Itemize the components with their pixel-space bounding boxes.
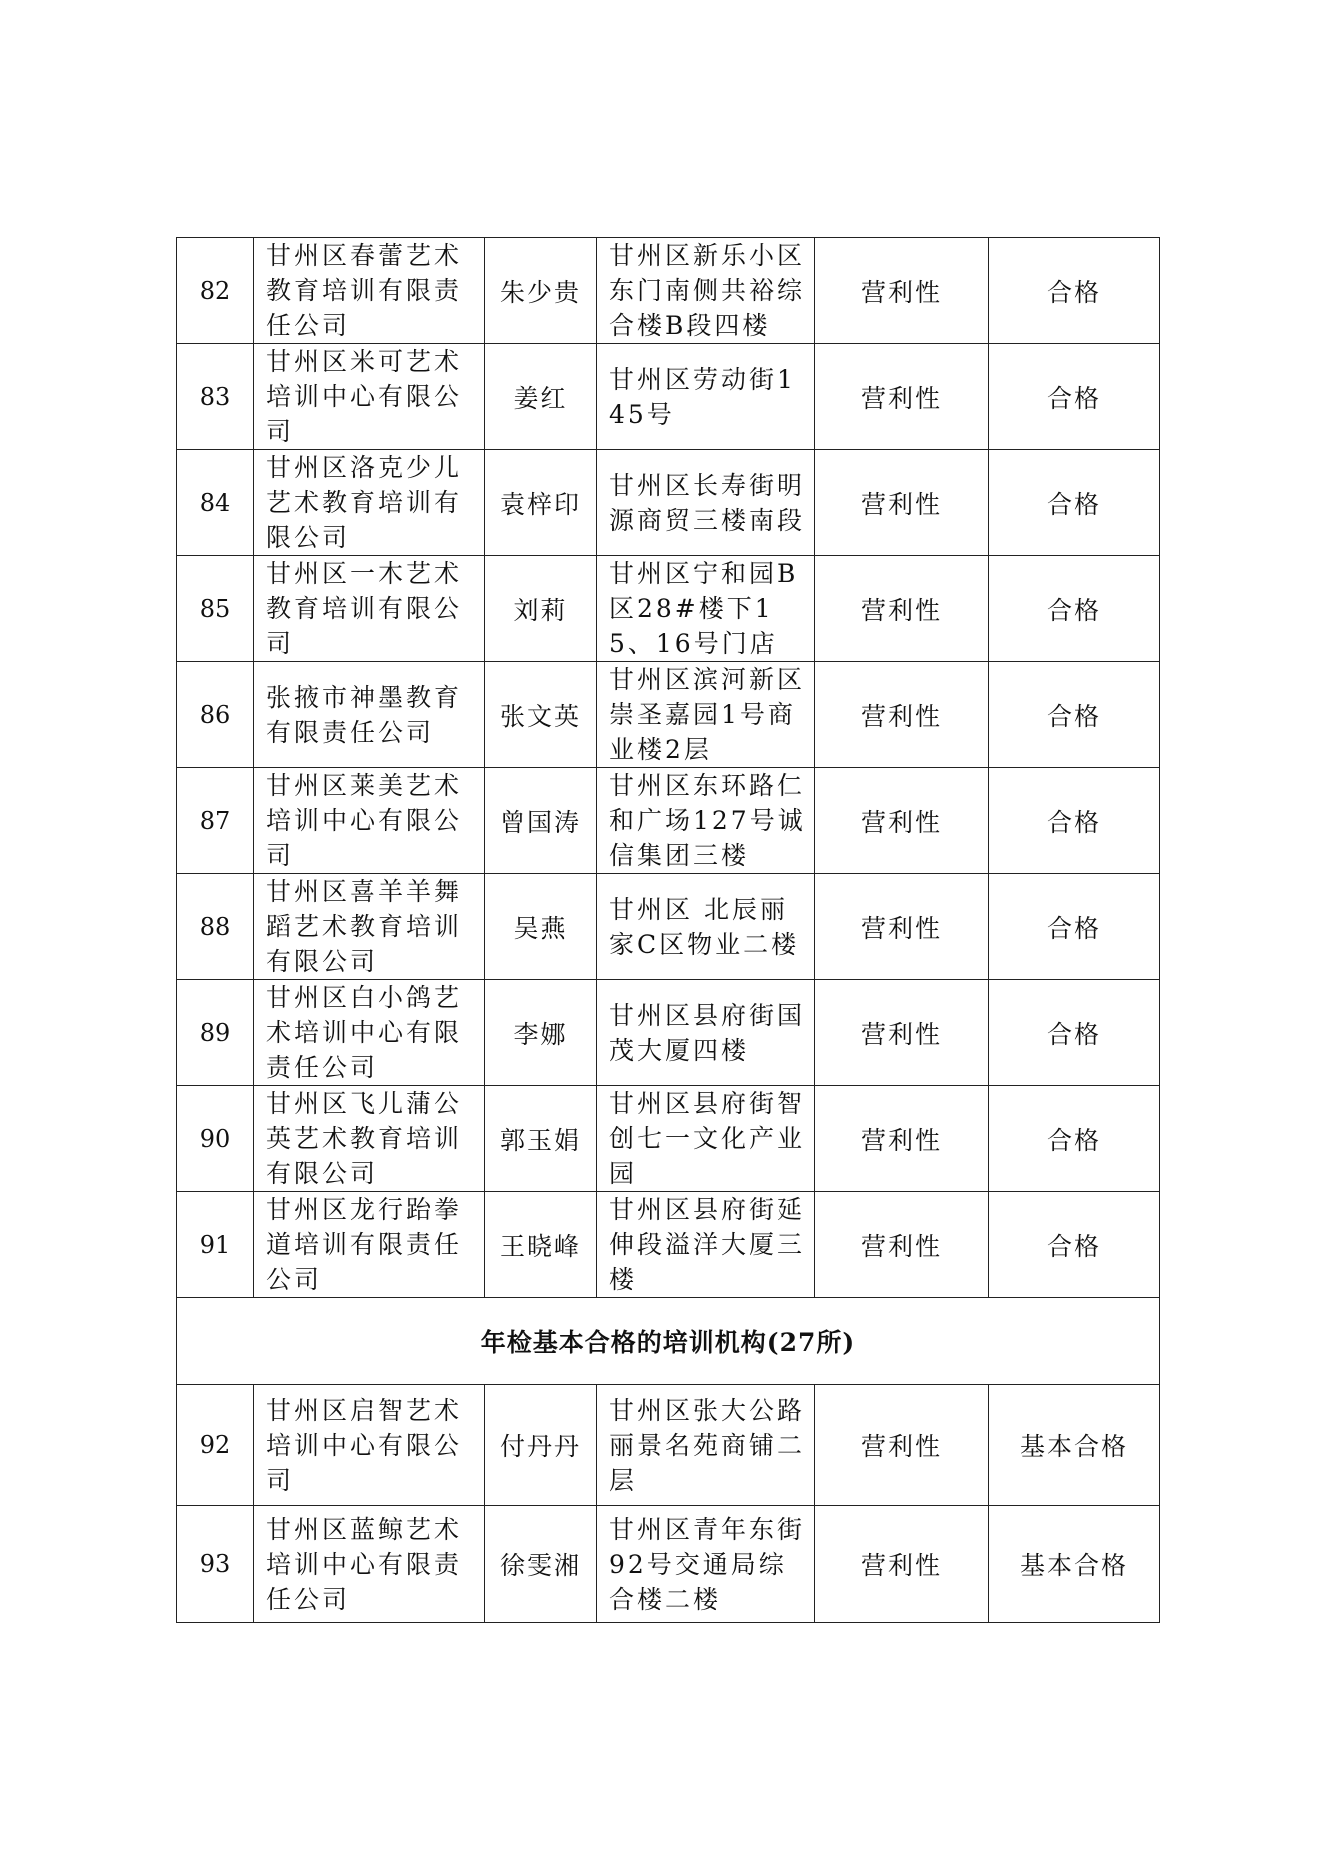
table-row [177, 1086, 1160, 1192]
inspection-result: 合格 [989, 1086, 1160, 1192]
institution-name: 张掖市神墨教育有限责任公司 [254, 662, 485, 768]
institution-name: 甘州区喜羊羊舞蹈艺术教育培训有限公司 [254, 874, 485, 980]
institution-table [176, 237, 1160, 1623]
row-number: 91 [177, 1192, 254, 1298]
institution-address: 甘州区 北辰丽家C区物业二楼 [597, 874, 815, 980]
table-row [177, 344, 1160, 450]
section-title: 年检基本合格的培训机构(27所) [177, 1298, 1160, 1385]
institution-name: 甘州区蓝鲸艺术培训中心有限责任公司 [254, 1506, 485, 1623]
institution-address: 甘州区县府街智创七一文化产业园 [597, 1086, 815, 1192]
institution-type: 营利性 [815, 874, 989, 980]
table-row [177, 662, 1160, 768]
legal-representative: 郭玉娟 [485, 1086, 597, 1192]
row-number: 88 [177, 874, 254, 980]
inspection-result: 合格 [989, 238, 1160, 344]
row-number: 90 [177, 1086, 254, 1192]
row-number: 84 [177, 450, 254, 556]
row-number: 82 [177, 238, 254, 344]
legal-representative: 朱少贵 [485, 238, 597, 344]
row-number: 87 [177, 768, 254, 874]
table-row [177, 450, 1160, 556]
inspection-result: 基本合格 [989, 1385, 1160, 1506]
table-row [177, 768, 1160, 874]
institution-type: 营利性 [815, 1192, 989, 1298]
legal-representative: 李娜 [485, 980, 597, 1086]
institution-name: 甘州区启智艺术培训中心有限公司 [254, 1385, 485, 1506]
legal-representative: 付丹丹 [485, 1385, 597, 1506]
legal-representative: 袁梓印 [485, 450, 597, 556]
row-number: 85 [177, 556, 254, 662]
legal-representative: 吴燕 [485, 874, 597, 980]
institution-name: 甘州区春蕾艺术教育培训有限责任公司 [254, 238, 485, 344]
table-row [177, 1192, 1160, 1298]
institution-address: 甘州区县府街延伸段溢洋大厦三楼 [597, 1192, 815, 1298]
institution-address: 甘州区滨河新区崇圣嘉园1号商业楼2层 [597, 662, 815, 768]
table-row [177, 238, 1160, 344]
institution-type: 营利性 [815, 1385, 989, 1506]
inspection-result: 基本合格 [989, 1506, 1160, 1623]
row-number: 92 [177, 1385, 254, 1506]
legal-representative: 徐雯湘 [485, 1506, 597, 1623]
table-row [177, 980, 1160, 1086]
institution-name: 甘州区洛克少儿艺术教育培训有限公司 [254, 450, 485, 556]
row-number: 83 [177, 344, 254, 450]
institution-address: 甘州区东环路仁和广场127号诚信集团三楼 [597, 768, 815, 874]
inspection-result: 合格 [989, 980, 1160, 1086]
legal-representative: 刘莉 [485, 556, 597, 662]
inspection-result: 合格 [989, 874, 1160, 980]
row-number: 86 [177, 662, 254, 768]
institution-name: 甘州区莱美艺术培训中心有限公司 [254, 768, 485, 874]
institution-name: 甘州区龙行跆拳道培训有限责任公司 [254, 1192, 485, 1298]
institution-type: 营利性 [815, 450, 989, 556]
table-row [177, 1506, 1160, 1623]
institution-address: 甘州区宁和园B区28#楼下15、16号门店 [597, 556, 815, 662]
institution-type: 营利性 [815, 768, 989, 874]
institution-name: 甘州区飞儿蒲公英艺术教育培训有限公司 [254, 1086, 485, 1192]
institution-name: 甘州区米可艺术培训中心有限公司 [254, 344, 485, 450]
legal-representative: 王晓峰 [485, 1192, 597, 1298]
table-row [177, 1385, 1160, 1506]
institution-address: 甘州区劳动街145号 [597, 344, 815, 450]
inspection-result: 合格 [989, 1192, 1160, 1298]
institution-address: 甘州区张大公路丽景名苑商铺二层 [597, 1385, 815, 1506]
section-header-row [177, 1298, 1160, 1385]
legal-representative: 姜红 [485, 344, 597, 450]
inspection-result: 合格 [989, 450, 1160, 556]
institution-type: 营利性 [815, 662, 989, 768]
institution-address: 甘州区长寿街明源商贸三楼南段 [597, 450, 815, 556]
institution-type: 营利性 [815, 980, 989, 1086]
table-row [177, 556, 1160, 662]
inspection-result: 合格 [989, 662, 1160, 768]
legal-representative: 张文英 [485, 662, 597, 768]
institution-name: 甘州区一木艺术教育培训有限公司 [254, 556, 485, 662]
institution-address: 甘州区青年东街92号交通局综合楼二楼 [597, 1506, 815, 1623]
institution-type: 营利性 [815, 1506, 989, 1623]
inspection-result: 合格 [989, 556, 1160, 662]
institution-name: 甘州区白小鸽艺术培训中心有限责任公司 [254, 980, 485, 1086]
institution-address: 甘州区新乐小区东门南侧共裕综合楼B段四楼 [597, 238, 815, 344]
inspection-result: 合格 [989, 344, 1160, 450]
institution-type: 营利性 [815, 1086, 989, 1192]
institution-type: 营利性 [815, 556, 989, 662]
institution-type: 营利性 [815, 344, 989, 450]
institution-type: 营利性 [815, 238, 989, 344]
table-row [177, 874, 1160, 980]
inspection-result: 合格 [989, 768, 1160, 874]
row-number: 93 [177, 1506, 254, 1623]
legal-representative: 曾国涛 [485, 768, 597, 874]
institution-address: 甘州区县府街国茂大厦四楼 [597, 980, 815, 1086]
row-number: 89 [177, 980, 254, 1086]
